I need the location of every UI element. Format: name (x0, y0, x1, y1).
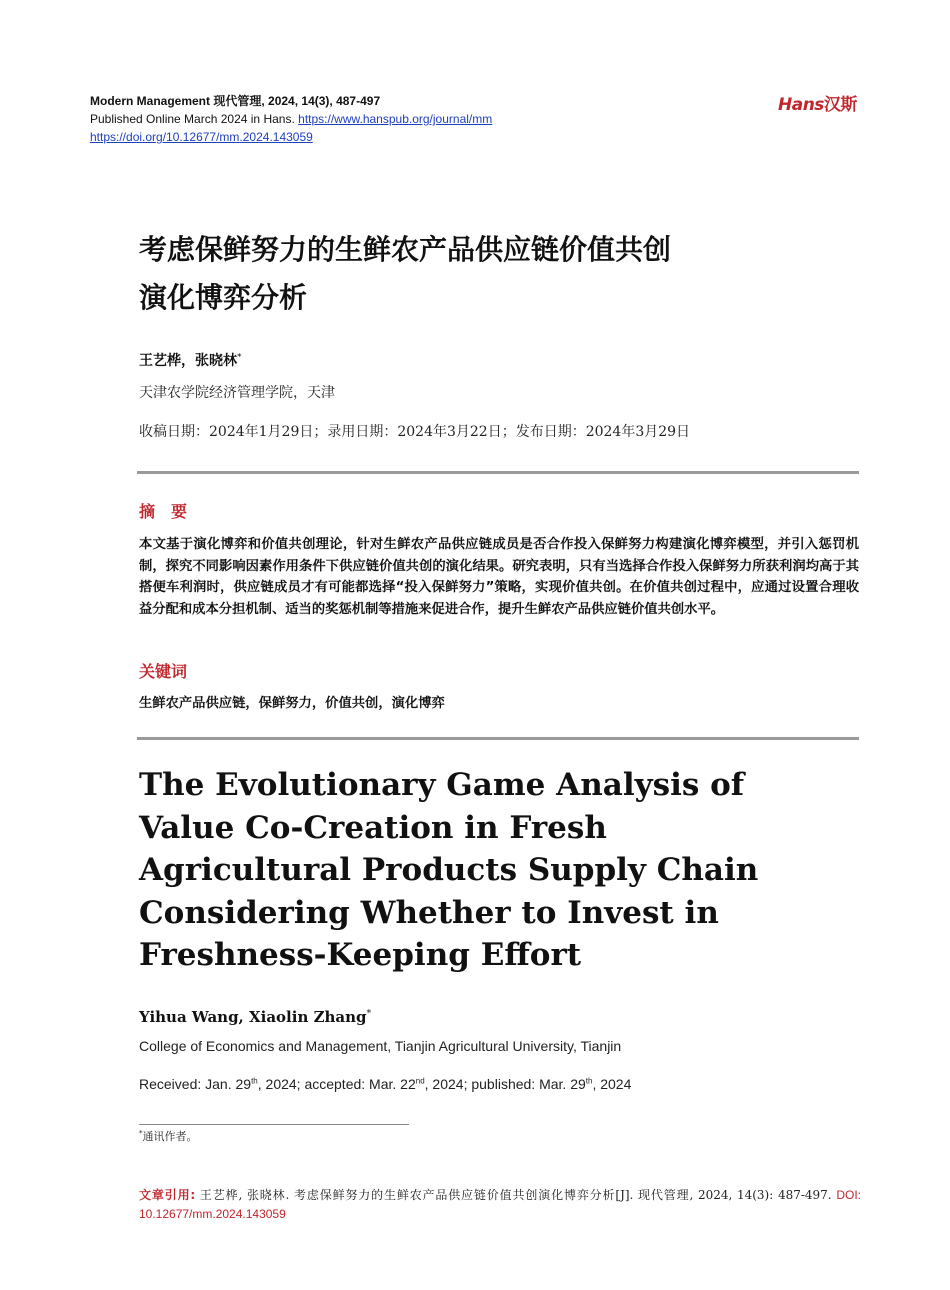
abstract-heading: 摘 要 (139, 502, 188, 521)
en-title-line-4: Considering Whether to Invest in (139, 894, 719, 931)
received-sup: th (251, 1076, 258, 1086)
journal-url-link[interactable]: https://www.hanspub.org/journal/mm (298, 112, 493, 126)
abstract-text: 本文基于演化博弈和价值共创理论，针对生鲜农产品供应链成员是否合作投入保鲜努力构建演化博弈模型，并引入惩罚机制，探究不同影响因素作用条件下供应链价值共创的演化结果。研究表明，只有当选择合作投入保鲜努力所获利润均高于其搭便车利润时，供应链成员才有可能都选择“投入保鲜努力”策略，实现价值共创。在价值共创过程中，应通过设置合理收益分配和成本分担机制、适当的奖惩机制等措施来促进合作，提升生鲜农产品供应链价值共创水平。 (139, 537, 859, 617)
published-sup: th (585, 1076, 593, 1086)
cn-title (139, 226, 839, 322)
cn-title-line-2: 演化博弈分析 (139, 281, 308, 314)
journal-header (90, 92, 492, 146)
published-prefix: Published Online March 2024 in Hans. (90, 112, 295, 126)
en-corresponding-mark: * (366, 1009, 372, 1019)
cn-author-names: 王艺桦，张晓林 (139, 353, 237, 369)
footnote (139, 1128, 198, 1144)
citation-text: 王艺桦, 张晓林. 考虑保鲜努力的生鲜农产品供应链价值共创演化博弈分析[J]. 现代管理, 2024, 14(3): 487-497. (199, 1188, 832, 1202)
en-title-line-3: Agricultural Products Supply Chain (139, 852, 759, 888)
journal-line (90, 92, 492, 110)
footnote-text: 通讯作者。 (142, 1130, 198, 1143)
cn-title-line-1: 考虑保鲜努力的生鲜农产品供应链价值共创 (139, 233, 672, 266)
en-dates (139, 1076, 631, 1092)
top-divider (137, 471, 859, 474)
cn-dates: 收稿日期：2024年1月29日；录用日期：2024年3月22日；发布日期：2024年3月29日 (139, 424, 691, 440)
footnote-mark: * (139, 1129, 143, 1138)
en-title-line-2: Value Co-Creation in Fresh (139, 809, 607, 846)
published-year: , 2024 (592, 1076, 632, 1092)
cn-affiliation: 天津农学院经济管理学院，天津 (139, 385, 335, 401)
accepted-sup: nd (415, 1076, 425, 1086)
en-title-line-5: Freshness-Keeping Effort (139, 937, 582, 973)
hans-logo-latin: Hans (778, 95, 824, 115)
cn-authors (139, 350, 242, 370)
keywords-heading: 关键词 (139, 662, 188, 681)
citation-doi[interactable]: DOI: 10.12677/mm.2024.143059 (139, 1188, 861, 1221)
en-title-line-1: The Evolutionary Game Analysis of (139, 767, 745, 803)
journal-cn-info: 现代管理, 2024, 14(3), 487-497 (213, 94, 381, 108)
hans-logo-cn: 汉斯 (823, 95, 857, 115)
footnote-rule (139, 1124, 409, 1125)
published-date: , 2024; published: Mar. 29 (424, 1076, 586, 1092)
hans-logo (778, 90, 857, 115)
published-line (90, 110, 492, 128)
citation-block (139, 1186, 861, 1224)
en-authors (139, 1008, 371, 1026)
en-title (139, 764, 779, 977)
citation-label: 文章引用: (139, 1188, 196, 1202)
doi-url-link[interactable]: https://doi.org/10.12677/mm.2024.143059 (90, 130, 313, 144)
journal-name: Modern Management (90, 94, 211, 108)
en-affiliation: College of Economics and Management, Tianjin Agricultural University, Tianjin (139, 1038, 622, 1054)
doi-line (90, 128, 492, 146)
keywords-text: 生鲜农产品供应链，保鲜努力，价值共创，演化博弈 (139, 696, 445, 711)
en-author-names: Yihua Wang, Xiaolin Zhang (139, 1008, 367, 1026)
corresponding-mark: * (237, 352, 242, 363)
received-date: Received: Jan. 29 (139, 1076, 252, 1092)
accepted-date: , 2024; accepted: Mar. 22 (257, 1076, 416, 1092)
bottom-divider (137, 737, 859, 740)
